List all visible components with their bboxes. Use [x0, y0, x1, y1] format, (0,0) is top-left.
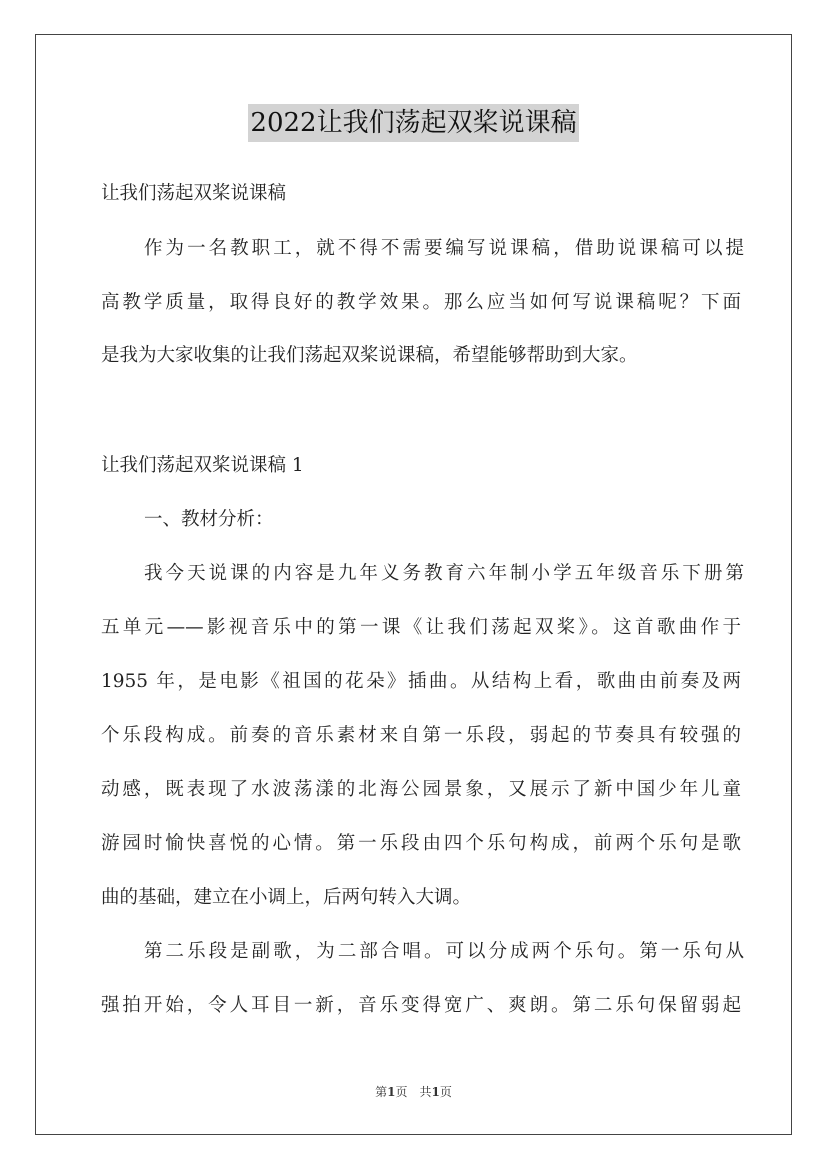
paragraph-line: 高教学质量，取得良好的教学效果。那么应当如何写说课稿呢？下面 [101, 292, 741, 313]
paragraph-line: 强拍开始，令人耳目一新，音乐变得宽广、爽朗。第二乐句保留弱起 [101, 995, 741, 1016]
paragraph-line: 五单元——影视音乐中的第一课《让我们荡起双桨》。这首歌曲作于 [101, 617, 741, 638]
footer-mid: 页 共 [395, 1085, 432, 1099]
footer-page-current: 1 [387, 1085, 396, 1099]
title-container [0, 104, 827, 142]
paragraph-line: 个乐段构成。前奏的音乐素材来自第一乐段，弱起的节奏具有较强的 [101, 725, 741, 746]
paragraph-line: 游园时愉快喜悦的心情。第一乐段由四个乐句构成，前两个乐句是歌 [101, 833, 741, 854]
paragraph-line: 曲的基础，建立在小调上，后两句转入大调。 [101, 887, 472, 908]
paragraph-line: 第二乐段是副歌，为二部合唱。可以分成两个乐句。第一乐句从 [144, 941, 744, 962]
paragraph-line: 是我为大家收集的让我们荡起双桨说课稿，希望能够帮助到大家。 [101, 345, 638, 366]
footer-page-total: 1 [431, 1085, 440, 1099]
footer-prefix: 第 [375, 1085, 388, 1099]
footer-suffix: 页 [439, 1085, 452, 1099]
paragraph-line: 我今天说课的内容是九年义务教育六年制小学五年级音乐下册第 [144, 563, 744, 584]
paragraph-line: 1955 年，是电影《祖国的花朵》插曲。从结构上看，歌曲由前奏及两 [101, 671, 741, 692]
document-title: 2022让我们荡起双桨说课稿 [248, 104, 578, 142]
subsection-heading: 一、教材分析： [144, 509, 274, 530]
subtitle-line: 让我们荡起双桨说课稿 [101, 183, 287, 204]
paragraph-line: 作为一名教职工，就不得不需要编写说课稿，借助说课稿可以提 [144, 238, 744, 259]
section-heading: 让我们荡起双桨说课稿 1 [101, 455, 304, 476]
paragraph-line: 动感，既表现了水波荡漾的北海公园景象，又展示了新中国少年儿童 [101, 779, 741, 800]
page-footer [0, 1084, 827, 1100]
